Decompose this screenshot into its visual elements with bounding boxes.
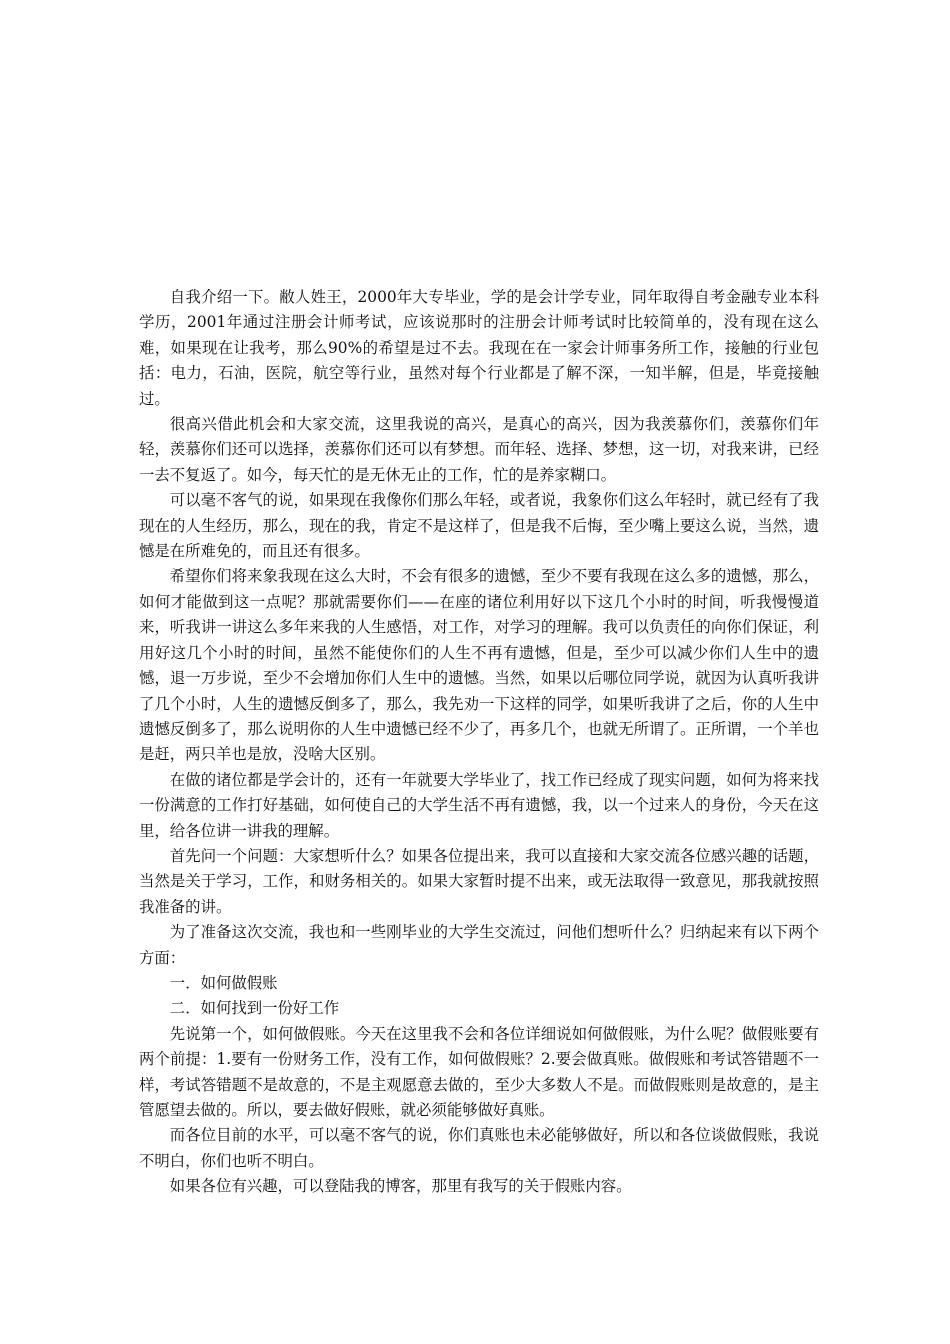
list-item-good-job: 二．如何找到一份好工作	[169, 999, 340, 1018]
paragraph-current-level: 而各位目前的水平，可以毫不客气的说，你们真账也未必能够做好，所以和各位谈做假账，我说不明白，你们也听不明白。	[139, 1126, 819, 1170]
paragraph-no-regret: 可以毫不客气的说，如果现在我像你们那么年轻，或者说，我象你们这么年轻时，就已经有了我现在的人生经历，那么，现在的我，肯定不是这样了，但是我不后悔，至少嘴上要这么说，当然，遗憾是在所难免的，而且还有很多。	[139, 491, 819, 561]
paragraph-blog: 如果各位有兴趣，可以登陆我的博客，那里有我写的关于假账内容。	[169, 1177, 632, 1196]
paragraph-hope: 希望你们将来象我现在这么大时，不会有很多的遗憾，至少不要有我现在这么多的遗憾，那么，如何才能做到这一点呢？那就需要你们——在座的诸位利用好以下这几个小时的时间，听我慢慢道来，听我讲一讲这么多年来我的人生感悟，对工作，对学习的理解。我可以负责任的向你们保证，利用好这几个小时的时间，虽然不能使你们的人生不再有遗憾，但是，至少可以减少你们人生中的遗憾，退一万步说，至少不会增加你们人生中的遗憾。当然，如果以后哪位同学说，就因为认真听我讲了几个小时，人生的遗憾反倒多了，那么，我先劝一下这样的同学，如果听我讲了之后，你的人生中遗憾反倒多了，那么说明你的人生中遗憾已经不少了，再多几个，也就无所谓了。正所谓，一个羊也是赶，两只羊也是放，没啥大区别。	[139, 567, 819, 764]
list-item-fake-accounts: 一．如何做假账	[169, 973, 278, 992]
paragraph-first-topic: 先说第一个，如何做假账。今天在这里我不会和各位详细说如何做假账，为什么呢？做假账要有两个前提：1.要有一份财务工作，没有工作，如何做假账？2.要会做真账。做假账和考试答错题不一样，考试答错题不是故意的，不是主观愿意去做的，至少大多数人不是。而做假账则是故意的，是主管愿望去做的。所以，要去做好假账，就必须能够做好真账。	[139, 1024, 819, 1119]
paragraph-audience: 在做的诸位都是学会计的，还有一年就要大学毕业了，找工作已经成了现实问题，如何为将来找一份满意的工作打好基础，如何使自己的大学生活不再有遗憾，我，以一个过来人的身份，今天在这里，给各位讲一讲我的理解。	[139, 770, 819, 840]
paragraph-glad-to-share: 很高兴借此机会和大家交流，这里我说的高兴，是真心的高兴，因为我羡慕你们，羡慕你们年轻，羡慕你们还可以选择，羡慕你们还可以有梦想。而年轻、选择、梦想，这一切，对我来讲，已经一去不复返了。如今，每天忙的是无休无止的工作，忙的是养家糊口。	[139, 415, 819, 484]
paragraph-preparation: 为了准备这次交流，我也和一些刚毕业的大学生交流过，问他们想听什么？归纳起来有以下两个方面：	[139, 923, 819, 967]
document-body	[139, 285, 819, 1200]
paragraph-question: 首先问一个问题：大家想听什么？如果各位提出来，我可以直接和大家交流各位感兴趣的话题，当然是关于学习，工作，和财务相关的。如果大家暂时提不出来，或无法取得一致意见，那我就按照我准备的讲。	[139, 846, 819, 916]
paragraph-self-intro: 自我介绍一下。敝人姓王，2000年大专毕业，学的是会计学专业，同年取得自考金融专业本科学历，2001年通过注册会计师考试，应该说那时的注册会计师考试时比较简单的，没有现在这么难，如果现在让我考，那么90%的希望是过不去。我现在在一家会计师事务所工作，接触的行业包括：电力，石油，医院，航空等行业，虽然对每个行业都是了解不深，一知半解，但是，毕竟接触过。	[139, 288, 819, 408]
